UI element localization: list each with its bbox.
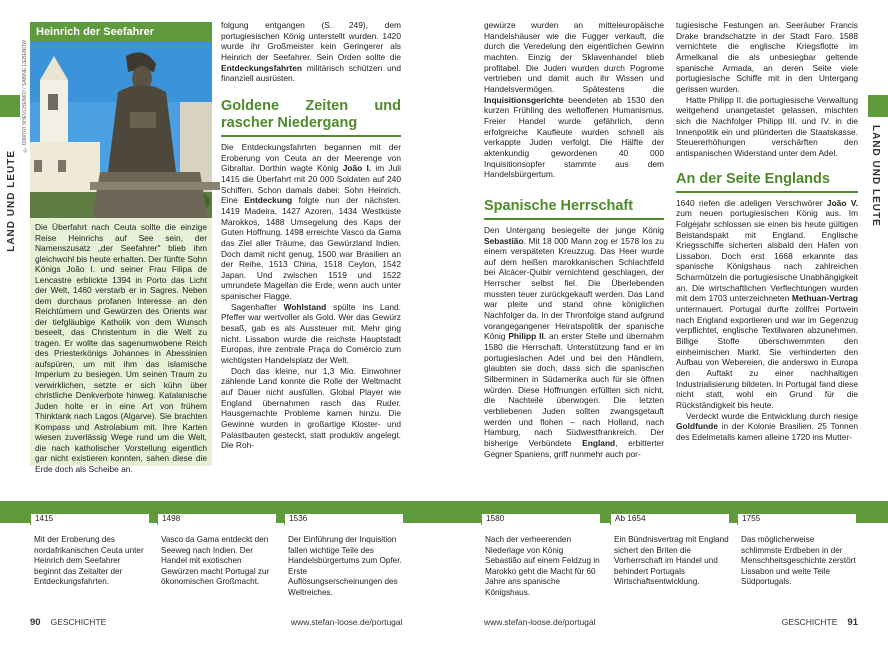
timeline-text: Mit der Eroberung des nordafrikanischen Ceuta unter Heinrich dem Seefahrer beginnt das Zeitalter der Entdeckungsfahrten.: [34, 535, 144, 587]
section-name: GESCHICHTE: [50, 617, 107, 627]
text-run: Die Entdeckungsfahrten begannen mit der Eroberung von Ceuta an der Meerenge von Gibraltar. Dorthin wagte König: [221, 141, 401, 174]
bold-term: João I.: [342, 163, 372, 174]
section-heading: Goldene Zeiten und rascher Niedergang: [221, 98, 401, 137]
timeline-text: Nach der verheerenden Niederlage von König Sebastião auf einem Feldzug in Marokko geht die Macht für 60 Jahre ans spanische Königshaus.: [485, 535, 600, 597]
text-run: folgung entgangen (S. 249), dem portugiesischen König unterstellt wurden. 1420 wurde ihr Großmeister kein Geringerer als Heinrich der Seefahrer. Sein Orden sollte die: [221, 20, 401, 62]
section-heading: Spanische Herrschaft: [484, 198, 664, 220]
side-tab-right: [868, 95, 888, 117]
footer-right: [782, 617, 858, 628]
timeline-item: [30, 514, 149, 588]
paragraph: [484, 20, 664, 180]
timeline-text: Das möglicherweise schlimmste Erdbeben in der Menschheitsgeschichte zerstört Lissabon und weite Teile Südportugals.: [741, 535, 856, 587]
timeline-item: [284, 514, 403, 599]
timeline-year: 1536: [284, 514, 403, 525]
text-run: Sagenhafter: [231, 301, 284, 312]
page-number: 90: [30, 617, 41, 628]
timeline-text: Vasco da Gama entdeckt den Seeweg nach Indien. Der Handel mit exotischen Gewürzen macht Portugal zur ökonomischen Großmacht.: [161, 535, 270, 587]
bold-term: Goldfunde: [676, 421, 718, 432]
section-heading: An der Seite Englands: [676, 171, 858, 193]
paragraph: tugiesische Festungen an. Seeräuber Francis Drake brandschatzte in der Stadt Faro. 1588 vernichtete die englische Kriegsflotte im Ärmelkanal die als unbesiegbar geltende spanische Armada, an deren Seite viele portugiesische Schiffe mit in den Untergang gerissen wurden.: [676, 20, 858, 94]
text-run: folgte nun der nächsten. 1419 Madeira, 1427 Azoren, 1434 Westküste Marokkos, 1488 Umsegelung des Kaps der Guten Hoffnung. 1498 erreichte Vasco da Gama das Ziel aller Träume, das Gewürzland Indien. Doch damit nicht genug, 1500 war Brasilien an der Reihe, 1513 China, 1518 Ceylon, 1542 Japan. Und zwischen 1519 und 1522 umrundete Magellan die Erde, wenn auch unter spanischer Flagge.: [221, 195, 401, 302]
timeline-text: Der Einführung der Inquisition fallen wichtige Teile des Handelsbürgertums zum Opfer. Erste Auflösungserscheinungen des Weltreiches.: [288, 535, 402, 597]
paragraph: Hatte Philipp II. die portugiesische Verwaltung weitgehend unangetastet gelassen, mischten sich die Nachfolger Philipp III. und IV. in die Innenpolitik ein und plünderten die Staatskasse. Steuererhöhungen verschärften den antispanischen Widerstand unter dem Adel.: [676, 94, 858, 158]
timeline-year: 1580: [481, 514, 600, 525]
paragraph: [676, 198, 858, 411]
text-run: Verdeckt wurde die Entwicklung durch riesige: [686, 410, 858, 421]
bold-term: Entdeckung: [244, 195, 293, 206]
footer-left: [30, 617, 106, 628]
bold-term: Methuan-Vertrag: [791, 293, 858, 304]
info-box-title: Heinrich der Seefahrer: [30, 22, 212, 42]
text-run: gewürze wurden an mitteleuropäische Handelshäuser wie die Fugger verkauft, die durch die Veredelung den eigentlichen Gewinn machten. Einzig der Sklavenhandel blieb profitabel. Die Juden wurden durch Pogrome vertrieben und damit auch ihr Wissen und Handelsvermögen. Spätestens die: [484, 20, 664, 94]
text-run: . an erster Stelle und übernahm 1580 die Herrschaft. Unterstützung fand er im portugiesischen Adel und bei den Händlern, glaubten sie doch, dass sich die spanischen Silberminen in Südamerika auch für sie öffnen würden. Diese Hoffnungen erfüllten sich nicht, die Nachteile überwogen. Die letzten verbliebenen Juden sollten zwangsgetauft werden und flohen – nach Holland, nach Hamburg, nach Südwestfrankreich. Der bisherige Verbündete: [484, 331, 664, 448]
paragraph: [676, 411, 858, 443]
bold-term: Philipp II: [508, 331, 544, 342]
info-box-text: Die Überfahrt nach Ceuta sollte die einzige Reise Heinrichs auf See sein, der Namenszusatz „der Seefahrer" blieb ihm gleichwohl bis heute erhalten. Der fünfte Sohn Königs João I. und seiner Frau Filipa de Lencastre erblickte 1394 in Porto das Licht der Welt, 1460 verstarb er in Sagres. Neben dem durchaus profanen Interesse an den Reichtümern und Gewürzen des Orients war der tiefgläubige Katholik von dem Wunsch beseelt, das Christentum in die Welt zu tragen. Er wollte das sagenumwobene Reich des Priesterkönigs Johannes in Abessinien aufspüren, um mit ihm das islamische Imperium zu besiegen. Um seinen Traum zu verwirklichen, setzte er sich kühn über christliche Denkverbote hinweg. Katalanische Juden holte er in eine Art von frühem Thinktank nach Lagos (Algarve). Sie brachten Kompass und Astrolabium mit. Ihre Karten wiesen zuverlässig Wege rund um die Welt, die nach katholischer Vorstellung eigentlich gar nicht existieren konnten, sahen diese die Erde doch als Scheibe an.: [35, 222, 207, 474]
page-number: 91: [847, 617, 858, 628]
section-name: GESCHICHTE: [781, 617, 838, 627]
text-run: spülte ins Land. Pfeffer war wertvoller als Gold. Wer das Gewürz besaß, gab es als Aussteuer mit. Mehr ging nicht. Lissabon wurde die reichste Hauptstadt Europas, ihre zentrale Praça do Comércio zum wichtigsten Handelsplatz der Welt.: [221, 301, 401, 366]
timeline-year: 1498: [157, 514, 276, 525]
footer-url-left[interactable]: www.stefan-loose.de/portugal: [291, 617, 403, 627]
timeline-item: [610, 514, 729, 588]
text-run: , erbitterter Gegner Spaniens, griff nunmehr auch por-: [484, 437, 665, 459]
side-tab-left: [0, 95, 20, 117]
timeline-year: Ab 1654: [610, 514, 729, 525]
bold-term: Wohlstand: [283, 301, 327, 312]
text-run: untermauert. Portugal durfte zollfrei Portwein nach England exportieren und war im Gegenzug verpflichtet, englische Textilwaren abzunehmen. Billige Stoffe überschwemmten den einheimischen Markt. Sie verhinderten den Aufbau von Webereien, die anderswo in Europa den Auftakt zu einer nachhaltigen Industrialisierung bildeten. In Portugal fand diese nicht statt, wohl ein Grund für die Rückständigkeit bis heute.: [676, 304, 858, 410]
paragraph: Doch das kleine, nur 1,3 Mio. Einwohner zählende Land konnte die Rolle der Weltmacht auf Dauer nicht ausfüllen. Global Player wie England übernahmen rasch das Ruder. Hausgemachte Probleme kamen hinzu. Die Gewinne wurden in großartige Kloster- und Palastbauten gesteckt, statt produktiv angelegt. Die Roh-: [221, 365, 401, 451]
timeline-item: [481, 514, 600, 599]
timeline-text: Ein Bündnisvertrag mit England sichert den Briten die Vorherrschaft im Handel und behindert Portugals Wirtschaftsentwicklung.: [614, 535, 729, 587]
text-run: zum neuen portugiesischen König aus. Im Folgejahr schlossen sie einen bis heute gültigen Beistandspakt mit England. Englische Kriegsschiffe sicherten alsbald den Hafen von Lissabon. Doch erst 1668 erkannte das spanische Königshaus nach zahlreichen Scharmützeln die portugiesische Unabhängigkeit an. Die wirtschaftlichen Verflechtungen wurden mit dem 1703 unterzeichneten: [676, 208, 858, 304]
timeline-item: [157, 514, 276, 588]
text-run: 1640 riefen die adeligen Verschwörer: [676, 197, 827, 208]
statue-photo: [30, 42, 212, 218]
bold-term: Inquisitionsgerichte: [484, 94, 564, 105]
text-run: in der Kolonie Brasilien. 25 Tonnen des Edelmetalls kamen alleine 1720 ins Mutter-: [676, 421, 858, 442]
bold-term: Entdeckungsfahrten: [221, 62, 302, 73]
paragraph: [221, 302, 401, 366]
footer-url-right[interactable]: www.stefan-loose.de/portugal: [484, 617, 596, 627]
timeline-year: 1415: [30, 514, 149, 525]
side-label-left: LAND UND LEUTE: [6, 150, 17, 252]
paragraph: [484, 225, 664, 459]
text-run: Den Untergang besiegelte der junge König: [484, 224, 664, 235]
timeline-year: 1755: [737, 514, 856, 525]
text-run: beendeten ab 1530 den kurzen Frühling des weltoffenen Humanismus. Freier Handel wurde gefährlich, denn erfolgreiche Kaufleute wurden schnell als verkappte Juden verfolgt. Die Hälfte der aktenkundig gewordenen 40 000 Inquisitionsopfer stammte aus dem Handelsbürgertum.: [484, 94, 664, 180]
paragraph: [221, 142, 401, 302]
bold-term: Sebastião: [484, 235, 524, 246]
paragraph: [221, 20, 401, 84]
column-left-page: [221, 20, 401, 492]
timeline-item: [737, 514, 856, 588]
side-label-right: LAND UND LEUTE: [870, 125, 881, 227]
text-run: . Mit 18 000 Mann zog er 1578 los zu einem verspäteten Kreuzzug. Das Heer wurde auf dem heißen marokkanischen Schlachtfeld bei Alcácer-Quibir vernichtend geschlagen, der Herrscher selbst fiel. Die Überlebenden mussten teuer zurückgekauft werden. Das Land war pleite und stand ohne königlichen Nachfolger da. In der Thronfolge stand aufgrund vorangegangener Heiratspolitik der spanische König: [484, 235, 664, 342]
text-run: im Juli 1415 die Überfahrt mit 20 000 Soldaten auf 240 Schiffen. Schon damals dabei: Sohn Heinrich. Eine: [221, 163, 401, 206]
info-box-heinrich: [30, 22, 212, 474]
text-run: militärisch schützen und finanziell ausrüsten.: [221, 62, 401, 84]
column-right-page-left: [484, 20, 664, 492]
bold-term: England: [582, 437, 616, 448]
photo-credit: © DIMITRI SHEVCHENKO / SABINE LIEBENOW: [22, 40, 28, 153]
column-right-page-right: [676, 20, 858, 492]
bold-term: João V.: [826, 197, 858, 208]
